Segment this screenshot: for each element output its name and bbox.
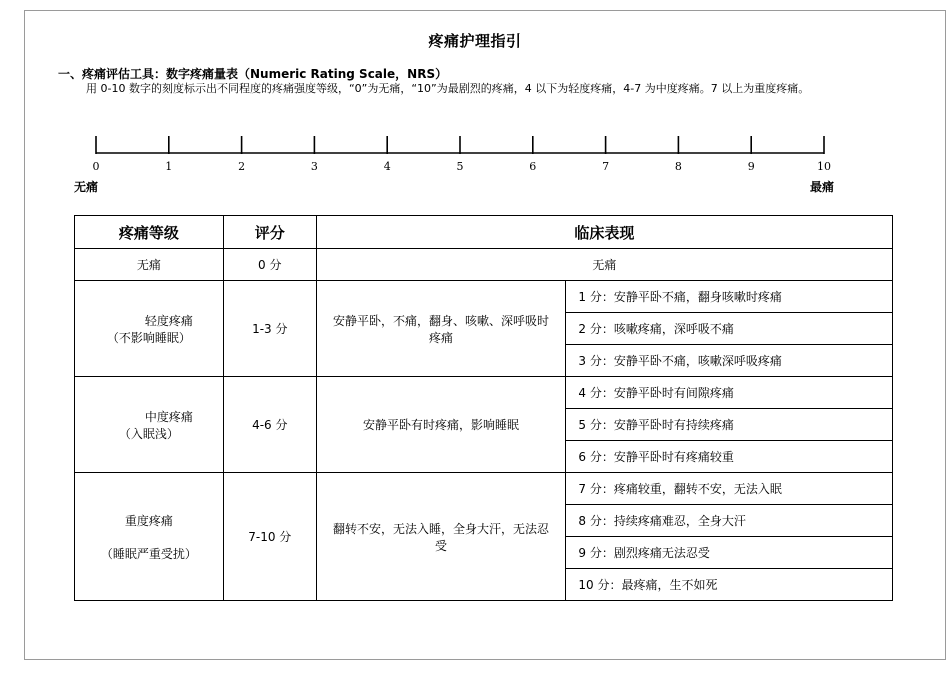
scale-start-label: 无痛 <box>74 180 99 194</box>
level-note: （不影响睡眠） <box>106 330 191 345</box>
document-title: 疼痛护理指引 <box>428 32 522 50</box>
section-heading: 一、疼痛评估工具：数字疼痛量表（Numeric Rating Scale，NRS） <box>58 67 448 81</box>
scale-tick-label: 0 <box>92 160 100 173</box>
scale-tick-label: 5 <box>456 160 464 173</box>
table-row <box>75 377 893 409</box>
description-cell: 安静平卧，不痛，翻身、咳嗽、深呼吸时疼痛 <box>316 281 566 377</box>
detail-cell: 5 分：安静平卧时有持续疼痛 <box>566 409 893 441</box>
scale-tick-label: 4 <box>383 160 391 173</box>
score-cell: 1-3 分 <box>223 281 316 377</box>
header-level: 疼痛等级 <box>75 216 224 249</box>
detail-cell: 3 分：安静平卧不痛，咳嗽深呼吸疼痛 <box>566 345 893 377</box>
level-name: 中度疼痛 <box>144 409 193 424</box>
description-cell: 翻转不安，无法入睡，全身大汗，无法忍受 <box>316 473 566 601</box>
scale-tick-label: 9 <box>747 160 755 173</box>
table-row <box>75 281 893 313</box>
header-clinical: 临床表现 <box>316 216 892 249</box>
description-cell: 安静平卧有时疼痛，影响睡眠 <box>316 377 566 473</box>
score-cell: 4-6 分 <box>223 377 316 473</box>
score-cell: 7-10 分 <box>223 473 316 601</box>
intro-paragraph: 用 0-10 数字的刻度标示出不同程度的疼痛强度等级，“0”为无痛，“10”为最剧烈的疼痛，4 以下为轻度疼痛，4-7 为中度疼痛。7 以上为重度疼痛。 <box>86 82 810 95</box>
table-row-none <box>75 249 893 281</box>
detail-cell: 7 分：疼痛较重，翻转不安，无法入眠 <box>566 473 893 505</box>
detail-cell: 10 分：最疼痛，生不如死 <box>566 569 893 601</box>
nrs-scale <box>60 128 860 198</box>
scale-end-label: 最痛 <box>810 180 835 194</box>
scale-tick-label: 10 <box>817 160 831 173</box>
scale-tick-label: 2 <box>238 160 246 173</box>
detail-cell: 4 分：安静平卧时有间隙疼痛 <box>566 377 893 409</box>
level-name: 重度疼痛 <box>124 513 173 528</box>
pain-level-table <box>74 215 893 601</box>
scale-tick-label: 8 <box>674 160 682 173</box>
scale-tick-label: 3 <box>310 160 318 173</box>
detail-cell: 8 分：持续疼痛难忍，全身大汗 <box>566 505 893 537</box>
level-name: 轻度疼痛 <box>144 313 193 328</box>
score-cell: 0 分 <box>223 249 316 281</box>
scale-tick-label: 6 <box>529 160 537 173</box>
description-cell: 无痛 <box>316 249 892 281</box>
detail-cell: 2 分：咳嗽疼痛，深呼吸不痛 <box>566 313 893 345</box>
table-row <box>75 473 893 505</box>
table-header-row <box>75 216 893 249</box>
scale-tick-label: 7 <box>602 160 610 173</box>
detail-cell: 6 分：安静平卧时有疼痛较重 <box>566 441 893 473</box>
scale-tick-label: 1 <box>165 160 173 173</box>
level-cell <box>75 377 224 473</box>
level-cell <box>75 473 224 601</box>
level-cell: 无痛 <box>75 249 224 281</box>
level-note: （睡眠严重受扰） <box>100 546 197 561</box>
level-note: （入眠浅） <box>118 426 179 441</box>
header-score: 评分 <box>223 216 316 249</box>
detail-cell: 1 分：安静平卧不痛，翻身咳嗽时疼痛 <box>566 281 893 313</box>
detail-cell: 9 分：剧烈疼痛无法忍受 <box>566 537 893 569</box>
level-cell <box>75 281 224 377</box>
